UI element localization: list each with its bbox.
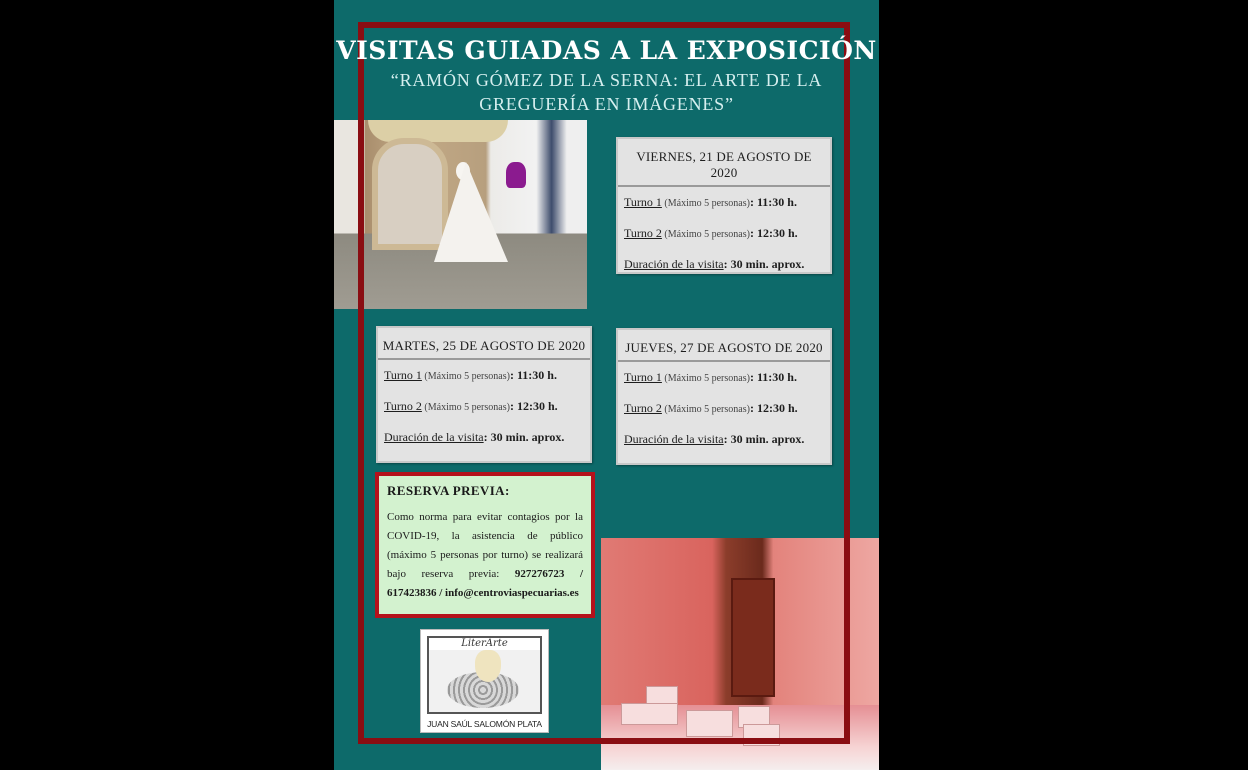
turno-label: Turno 1 — [624, 195, 662, 209]
logo-portrait-frame — [427, 636, 542, 714]
duracion-row — [618, 249, 830, 280]
purple-paint-splash — [506, 162, 526, 188]
turno-note: (Máximo 5 personas) — [421, 402, 510, 413]
duracion-value: : 30 min. aprox. — [723, 257, 805, 271]
turno-label: Turno 2 — [624, 401, 662, 415]
turno-note: (Máximo 5 personas) — [661, 198, 750, 209]
turno-time: : 11:30 h. — [749, 370, 797, 384]
turno-note: (Máximo 5 personas) — [661, 404, 750, 415]
newspaper-room-photo — [601, 538, 879, 770]
poster-title: VISITAS GUIADAS A LA EXPOSICIÓN — [336, 36, 877, 65]
turno-time: : 12:30 h. — [749, 401, 798, 415]
poster-subtitle — [334, 68, 879, 116]
turno-note: (Máximo 5 personas) — [661, 229, 750, 240]
schedule-date: MARTES, 25 DE AGOSTO DE 2020 — [378, 328, 590, 360]
schedule-date: VIERNES, 21 DE AGOSTO DE 2020 — [618, 139, 830, 187]
turno-1-row — [618, 187, 830, 218]
literarte-logo — [420, 629, 549, 733]
arch-ceiling-decoration — [368, 120, 508, 142]
portrait-face-illustration — [475, 650, 501, 682]
turno-label: Turno 1 — [624, 370, 662, 384]
duracion-label: Duración de la visita — [384, 430, 484, 444]
turno-1-row — [618, 362, 830, 393]
duracion-row — [378, 422, 590, 453]
schedule-card-viernes — [616, 137, 832, 274]
turno-2-row — [618, 218, 830, 249]
handwritten-card — [686, 710, 733, 737]
handwritten-card — [621, 703, 678, 725]
turno-2-row — [378, 391, 590, 422]
turno-2-row — [618, 393, 830, 424]
duracion-value: : 30 min. aprox. — [723, 432, 805, 446]
duracion-row — [618, 424, 830, 455]
exhibition-hall-photo — [334, 120, 587, 309]
turno-label: Turno 2 — [624, 226, 662, 240]
handwritten-card — [743, 724, 780, 746]
logo-brand: LiterArte — [429, 638, 540, 650]
turno-note: (Máximo 5 personas) — [661, 373, 750, 384]
turno-label: Turno 1 — [384, 368, 422, 382]
schedule-card-martes — [376, 326, 592, 463]
frame-edge — [358, 120, 364, 309]
reserva-text: Como norma para evitar contagios por la COVID-19, la asistencia de público (máximo 5 personas por turno) se realizará bajo reserva previa: — [387, 511, 583, 580]
exhibition-poster — [334, 0, 879, 770]
turno-time: : 12:30 h. — [749, 226, 798, 240]
turno-time: : 12:30 h. — [509, 399, 558, 413]
duracion-label: Duración de la visita — [624, 432, 724, 446]
reserva-body — [387, 508, 583, 603]
duracion-value: : 30 min. aprox. — [483, 430, 565, 444]
wooden-door — [731, 578, 775, 697]
duracion-label: Duración de la visita — [624, 257, 724, 271]
reserva-title: RESERVA PREVIA: — [387, 483, 510, 498]
reserva-previa-box — [375, 472, 595, 618]
turno-note: (Máximo 5 personas) — [421, 371, 510, 382]
turno-time: : 11:30 h. — [749, 195, 797, 209]
wedding-dress — [434, 162, 508, 262]
schedule-card-jueves — [616, 328, 832, 465]
turno-time: : 11:30 h. — [509, 368, 557, 382]
reserva-contact: 927276723 / 617423836 / info@centroviaspecuarias.es — [387, 568, 583, 599]
turno-label: Turno 2 — [384, 399, 422, 413]
turno-1-row — [378, 360, 590, 391]
subtitle-line-2: GREGUERÍA EN IMÁGENES” — [479, 94, 734, 114]
logo-author-name: JUAN SAÚL SALOMÓN PLATA — [427, 719, 542, 729]
schedule-date: JUEVES, 27 DE AGOSTO DE 2020 — [618, 330, 830, 362]
subtitle-line-1: “RAMÓN GÓMEZ DE LA SERNA: EL ARTE DE LA — [390, 70, 823, 90]
